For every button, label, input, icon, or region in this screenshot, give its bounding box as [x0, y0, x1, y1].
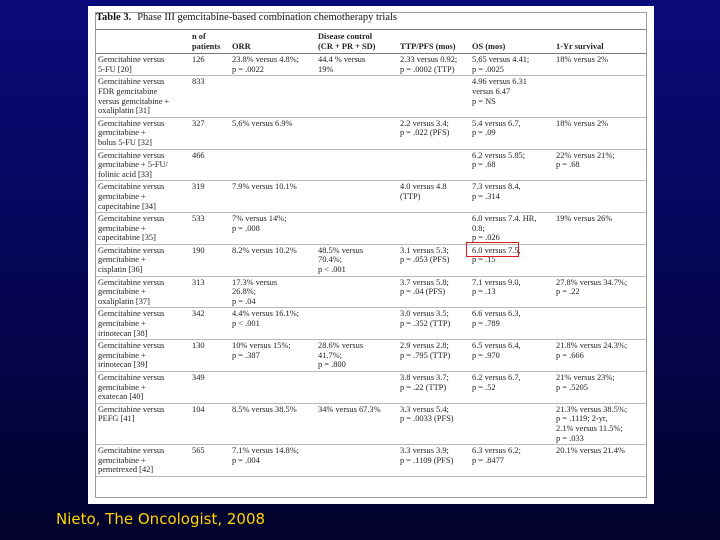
table-row [95, 340, 646, 372]
table-cell: 7.1 versus 9.0, p = .13 [469, 276, 553, 308]
table-cell: 34% versus 67.3% [315, 403, 397, 444]
table-row [95, 445, 646, 477]
table-cell: 3.1 versus 5.3; p = .053 (PFS) [397, 244, 469, 276]
table-cell: 126 [189, 54, 229, 76]
table-cell: 5.6% versus 6.9% [229, 117, 315, 149]
table-cell: 4.0 versus 4.8 (TTP) [397, 181, 469, 213]
table-cell [315, 117, 397, 149]
table-cell: 7.3 versus 8.4, p = .314 [469, 181, 553, 213]
table-cell [315, 149, 397, 181]
table-cell: Gemcitabine versus gemcitabine + bolus 5-FU [32] [95, 117, 189, 149]
table-cell: 7.1% versus 14.8%; p = .004 [229, 445, 315, 477]
column-header [95, 30, 189, 54]
table-cell [229, 149, 315, 181]
table-cell: 3.3 versus 5.4; p = .0033 (PFS) [397, 403, 469, 444]
table-cell: 23.8% versus 4.8%; p = .0022 [229, 54, 315, 76]
table-cell [553, 76, 646, 117]
table-cell: 21% versus 23%; p = .5205 [553, 372, 646, 404]
column-header: Disease control (CR + PR + SD) [315, 30, 397, 54]
table-cell [469, 403, 553, 444]
table-cell: 6.2 versus 5.85; p = .68 [469, 149, 553, 181]
table-cell: 2.9 versus 2.8; p = .795 (TTP) [397, 340, 469, 372]
table-cell [397, 149, 469, 181]
table-cell: Gemcitabine versus gemcitabine + cisplatin [36] [95, 244, 189, 276]
table-cell: Gemcitabine versus gemcitabine + exatecan [40] [95, 372, 189, 404]
table-cell: 342 [189, 308, 229, 340]
table-cell: 20.1% versus 21.4% [553, 445, 646, 477]
table-cell: 21.3% versus 38.5%; p = .1119; 2-yr, 2.1% versus 11.5%; p = .033 [553, 403, 646, 444]
table-cell: 28.6% versus 41.7%; p = .800 [315, 340, 397, 372]
table-cell [397, 213, 469, 245]
table-cell: 130 [189, 340, 229, 372]
table-cell: 27.8% versus 34.7%; p = .22 [553, 276, 646, 308]
table-cell: 327 [189, 117, 229, 149]
table-row [95, 403, 646, 444]
column-header: n of patients [189, 30, 229, 54]
table-cell: 17.3% versus 26.8%; p = .04 [229, 276, 315, 308]
table-row [95, 276, 646, 308]
table-cell: 8.2% versus 10.2% [229, 244, 315, 276]
table-cell: 533 [189, 213, 229, 245]
table-cell: 565 [189, 445, 229, 477]
column-header: TTP/PFS (mos) [397, 30, 469, 54]
table-cell: 466 [189, 149, 229, 181]
table-cell: 3.3 versus 3.9; p = .1109 (PFS) [397, 445, 469, 477]
table-cell: 4.4% versus 16.1%; p < .001 [229, 308, 315, 340]
table-cell [315, 213, 397, 245]
table-cell: Gemcitabine versus gemcitabine + 5-FU/ folinic acid [33] [95, 149, 189, 181]
table-header-row [95, 30, 646, 54]
table-cell: 6.0 versus 7.5, p = .15 [469, 244, 553, 276]
table-cell: 2.2 versus 3.4; p = .022 (PFS) [397, 117, 469, 149]
table-cell: 6.6 versus 6.3, p = .789 [469, 308, 553, 340]
table-cell: Gemcitabine versus gemcitabine + irinotecan [38] [95, 308, 189, 340]
table-cell [397, 76, 469, 117]
table-cell [229, 76, 315, 117]
table-cell: 5.65 versus 4.41; p = .0025 [469, 54, 553, 76]
table-cell: Gemcitabine versus 5-FU [20] [95, 54, 189, 76]
table-row [95, 213, 646, 245]
table-cell: Gemcitabine versus gemcitabine + capecitabine [34] [95, 181, 189, 213]
table-cell: Gemcitabine versus gemcitabine + oxaliplatin [37] [95, 276, 189, 308]
table-body [95, 54, 646, 477]
table-row [95, 372, 646, 404]
table-cell: 2.33 versus 0.92; p = .0002 (TTP) [397, 54, 469, 76]
table-cell [315, 276, 397, 308]
column-header: OS (mos) [469, 30, 553, 54]
table-cell: 22% versus 21%; p = .68 [553, 149, 646, 181]
table-cell: 21.8% versus 24.3%; p = .666 [553, 340, 646, 372]
table-cell [315, 372, 397, 404]
table-cell: 18% versus 2% [553, 117, 646, 149]
table-cell: Gemcitabine versus PEFG [41] [95, 403, 189, 444]
column-header: ORR [229, 30, 315, 54]
table-cell: 18% versus 2% [553, 54, 646, 76]
table-cell [315, 445, 397, 477]
table-cell [315, 181, 397, 213]
table-cell: 7.9% versus 10.1% [229, 181, 315, 213]
table-cell: 7% versus 14%; p = .008 [229, 213, 315, 245]
table-row [95, 117, 646, 149]
table-cell: 833 [189, 76, 229, 117]
table-cell [553, 308, 646, 340]
highlight-box [466, 242, 519, 257]
table-cell: 4.96 versus 6.31 versus 6.47 p = NS [469, 76, 553, 117]
table-cell: 6.0 versus 7.4. HR, 0.8; p = .026 [469, 213, 553, 245]
table-cell: Gemcitabine versus gemcitabine + capecitabine [35] [95, 213, 189, 245]
table-cell: 349 [189, 372, 229, 404]
table-cell: 3.7 versus 5.8; p = .04 (PFS) [397, 276, 469, 308]
table-cell: 48.5% versus 70.4%; p < .001 [315, 244, 397, 276]
table-cell: 6.2 versus 6.7, p = .52 [469, 372, 553, 404]
table-cell: 8.5% versus 38.5% [229, 403, 315, 444]
table-row [95, 181, 646, 213]
table-row [95, 308, 646, 340]
table-page [88, 6, 654, 504]
table-cell [553, 244, 646, 276]
table-cell: 190 [189, 244, 229, 276]
table-label: Table 3. [96, 12, 132, 23]
table-cell: 6.5 versus 6.4, p = .970 [469, 340, 553, 372]
citation-credit: Nieto, The Oncologist, 2008 [56, 510, 266, 528]
table-row [95, 54, 646, 76]
table-cell: Gemcitabine versus gemcitabine + pemetrexed [42] [95, 445, 189, 477]
column-header: 1-Yr survival [553, 30, 646, 54]
table-cell: 313 [189, 276, 229, 308]
table-cell: 44.4 % versus 19% [315, 54, 397, 76]
table-cell: 3.8 versus 3.7; p = .22 (TTP) [397, 372, 469, 404]
table-cell: 104 [189, 403, 229, 444]
table-title [96, 12, 397, 23]
table-cell [553, 181, 646, 213]
table-cell: 5.4 versus 6.7, p = .09 [469, 117, 553, 149]
table-row [95, 244, 646, 276]
table-cell [315, 76, 397, 117]
table-row [95, 149, 646, 181]
table-cell [315, 308, 397, 340]
table-row [95, 76, 646, 117]
table-cell [229, 372, 315, 404]
table-cell: 3.0 versus 3.5; p = .352 (TTP) [397, 308, 469, 340]
table-cell: 6.3 versus 6.2; p = .8477 [469, 445, 553, 477]
trials-table [95, 29, 646, 477]
table-cell: 319 [189, 181, 229, 213]
table-cell: Gemcitabine versus gemcitabine + irinotecan [39] [95, 340, 189, 372]
table-cell: 19% versus 26% [553, 213, 646, 245]
table-cell: 10% versus 15%; p = .387 [229, 340, 315, 372]
table-cell: Gemcitabine versus FDR gemcitabine versus gemcitabine + oxaliplatin [31] [95, 76, 189, 117]
table-caption: Phase III gemcitabine-based combination chemotherapy trials [137, 12, 398, 23]
